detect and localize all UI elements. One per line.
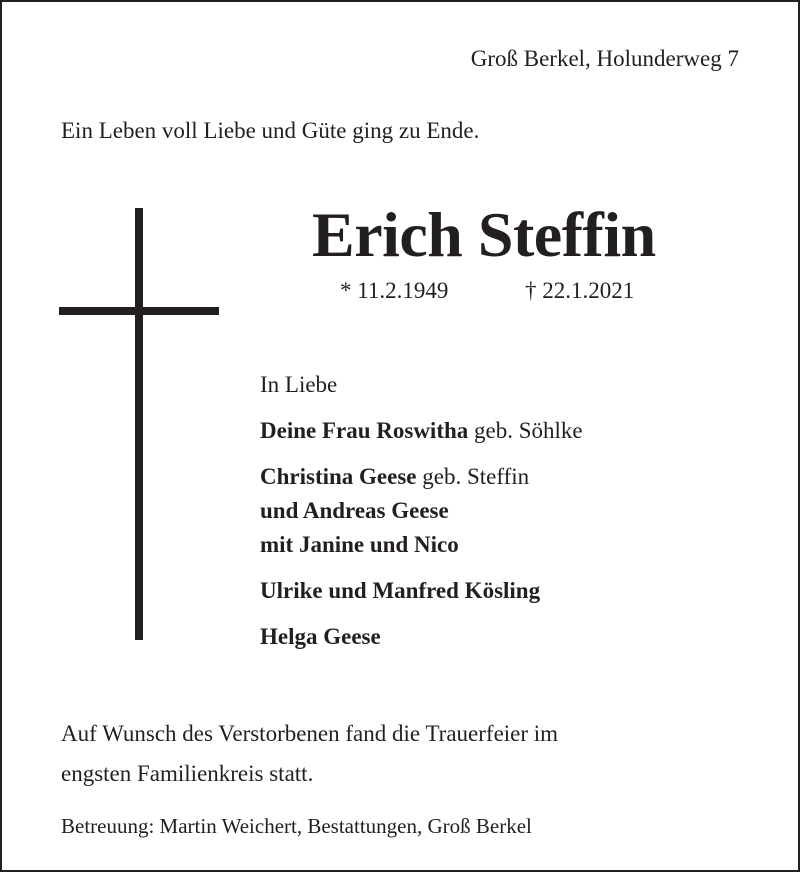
- family-opening: In Liebe: [260, 372, 338, 397]
- mourner-entry: mit Janine und Nico: [260, 532, 459, 557]
- mourners-list: [260, 368, 583, 654]
- mourner-name: Christina Geese: [260, 464, 417, 489]
- cross-horizontal-bar: [59, 307, 219, 315]
- mourner-suffix: geb. Steffin: [416, 464, 530, 489]
- birth-date: * 11.2.1949: [340, 278, 449, 303]
- mourner-entry: [260, 414, 583, 448]
- address: Groß Berkel, Holunderweg 7: [470, 46, 739, 71]
- death-date: † 22.1.2021: [525, 278, 635, 303]
- mourner-entry: und Andreas Geese: [260, 498, 449, 523]
- mourner-entry: [260, 460, 583, 494]
- mourner-entry: Ulrike und Manfred Kösling: [260, 578, 541, 603]
- mourner-entry: Helga Geese: [260, 624, 381, 649]
- mourner-suffix: geb. Söhlke: [468, 418, 583, 443]
- intro-text: Ein Leben voll Liebe und Güte ging zu Ende.: [61, 118, 480, 143]
- cross-vertical-bar: [135, 208, 143, 640]
- funeral-note-line: engsten Familienkreis statt.: [61, 761, 314, 786]
- mourner-name: Deine Frau Roswitha: [260, 418, 469, 443]
- funeral-note-line: Auf Wunsch des Verstorbenen fand die Trauerfeier im: [61, 721, 559, 746]
- undertaker-credit: Betreuung: Martin Weichert, Bestattungen, Groß Berkel: [61, 814, 532, 838]
- funeral-note: [61, 714, 558, 794]
- deceased-name: Erich Steffin: [312, 199, 656, 270]
